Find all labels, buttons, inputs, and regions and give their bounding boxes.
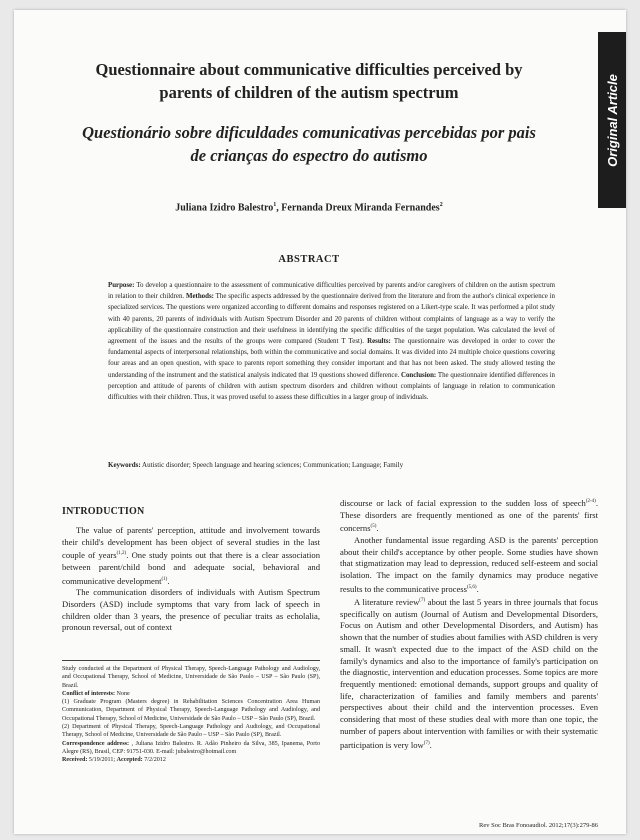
conflict-label: Conflict of interests: (62, 690, 116, 697)
keywords-label: Keywords: (108, 461, 141, 469)
keywords-text: Autistic disorder; Speech language and hearing sciences; Communication; Language; Family (140, 461, 404, 469)
paragraph-text: . (476, 583, 479, 594)
paragraph (340, 595, 598, 751)
abstract-text (108, 280, 555, 403)
author-1: Juliana Izidro Balestro (175, 202, 274, 214)
paragraph (340, 496, 598, 535)
paragraph (62, 525, 320, 587)
paragraph (62, 587, 320, 634)
title-portuguese: Questionário sobre dificuldades comunicativas percebidas por pais de crianças do espectro do autismo (82, 123, 536, 165)
correspondence-label: Correspondence address: (62, 740, 129, 747)
abstract-heading: ABSTRACT (278, 254, 340, 265)
conclusion-label: Conclusion: (401, 371, 437, 379)
correspondence-text: , Juliana Izidro Balestro. R. Adão Pinheiro da Silva, 385, Ipanema, Porto Alegre (RS), Brasil, CEP: 91751-030. E-mail: jubalestro@hotmail.com (62, 740, 320, 755)
citation: (5,6) (466, 584, 477, 590)
results-label: Results: (367, 338, 391, 346)
purpose-label: Purpose: (108, 282, 135, 289)
author-separator: , (276, 202, 282, 214)
citation: (7) (423, 740, 430, 746)
right-column (340, 496, 598, 751)
article-type-label: Original Article (604, 73, 620, 167)
introduction-heading: INTRODUCTION (62, 506, 145, 517)
paragraph-text: discourse or lack of facial expression to the sudden loss of speech (340, 497, 586, 508)
journal-citation-footer: Rev Soc Bras Fonoaudiol. 2012;17(3):279-86 (479, 822, 598, 829)
affiliation-note-2: (2) Department of Physical Therapy, Speech-Language Pathology and Audiology, and Occupational Therapy, School of Medicine, Universidade de São Paulo – USP – São Paulo (SP), Brazil. (62, 724, 320, 739)
purpose-text: To develop a questionnaire to the assessment of communicative difficulties perceived by parents and/or caregivers of children on the autism spectrum in relation to their children. (108, 282, 555, 301)
results-text: The questionnaire was developed in order to cover the fundamental aspects of interpersonal relationships, both within the communicative and social domains. It was divided into 24 multiple choice questions covering four areas and an open question, with space to parents report something they consider important and that has not been asked. The study allowed testing the understanding of the instrument and the statistical analysis indicated that 19 questions showed difference. (108, 338, 555, 379)
paragraph (340, 535, 598, 595)
paragraph-text: The value of parents' perception, attitude and involvement towards their child's development has been object of several studies in the last couple of years (62, 525, 320, 561)
keywords (108, 460, 555, 471)
correspondence-note (62, 740, 320, 757)
author-1-affiliation: 1 (273, 202, 277, 208)
methods-label: Methods: (185, 293, 214, 301)
accepted-label: Accepted: (116, 757, 143, 764)
citation: (1,2) (116, 551, 127, 557)
received-label: Received: (62, 757, 88, 764)
author-2: Fernanda Dreux Miranda Fernandes (281, 202, 440, 214)
paragraph-text: A literature review (354, 597, 420, 608)
paragraph-text: The communication disorders of individuals with Autism Spectrum Disorders (ASD) include symptoms that vary from lack of speech in children older than 3 years, the presence of peculiar traits as echolalia, pronoun reversal, out of context (62, 587, 320, 633)
conflict-note (62, 690, 320, 698)
paragraph-text: . (376, 523, 379, 534)
paragraph-text: . (167, 575, 170, 586)
article-type-tab (598, 32, 626, 208)
paragraph-text: . One study points out that there is a clear association between parent/child bond and adequate social, behavioral and communicative development (62, 550, 320, 586)
authors-line (74, 202, 544, 213)
methods-text: The specific aspects addressed by the questionnaire derived from the literature and from the author's clinical experience in specialized services. The questions were organized according to different domains and responses registered on a Likert-type scale. It was performed a pilot study with 40 parents, 20 parents of individuals with Autism Spectrum Disorder and 20 parents of children without complaints of language as a way to verify the applicability of the questionnaire construction and their usefulness in identifying the specific difficulties of the target population. Was calculated the level of agreement of the issues and the results of the groups were compared (Student T Test). (108, 293, 555, 346)
paragraph-text: . (429, 739, 432, 750)
citation: (2-4) (585, 499, 596, 504)
paragraph-text: Another fundamental issue regarding ASD is the parents' perception about their child's acceptance by other people. Some studies have shown that stigmatization may lead to depression, reduced self-esteem and social isolation. The impact on the family dynamics may produce negative results to the communicative process (340, 534, 598, 594)
conflict-text: None (115, 690, 130, 697)
accepted-date: 7/2/2012 (142, 757, 166, 764)
footnotes (62, 660, 320, 765)
affiliation-note-1: (1) Graduate Program (Masters degree) in Rehabilitation Sciences Concentration Area Human Communication, Department of Physical Therapy, Speech-Language Pathology and Audiology, and Occupational Therapy, School of Medicine, Universidade de São Paulo – USP – São Paulo (SP), Brazil. (62, 699, 320, 722)
citation: (7) (419, 598, 426, 604)
left-column (62, 506, 320, 634)
article-page (14, 10, 626, 834)
citation: (5) (370, 524, 377, 530)
citation: (1) (161, 576, 168, 582)
conclusion-text: The questionnaire identified differences in perception and attitude of parents of children with autism spectrum disorders and children without complaints of language in relation to communication difficulties with their children. Thus, it was proved useful to assess these difficulties in a larger group of individuals. (108, 371, 555, 402)
received-date: 5/19/2011; (87, 757, 117, 764)
dates-note (62, 756, 320, 764)
paragraph-text: . These disorders are frequently mentioned as one of the parents' first concerns (340, 497, 598, 534)
study-note: Study conducted at the Department of Physical Therapy, Speech-Language Pathology and Audiology, and Occupational Therapy, School of Medicine, Universidade de São Paulo – USP – São Paulo (SP), Brazil. (62, 666, 320, 689)
title-english: Questionnaire about communicative difficulties perceived by parents of children of the autism spectrum (95, 60, 523, 102)
paragraph-text: about the last 5 years in three journals that focus specifically on autism (Journal of Autism and Developmental Disorders, Focus on Autism and other Developmental Disorders, and Autism) has shown that the number of studies about families with ASD children is very small. It wasn't expected due to the impact of the ASD child on the family's dynamics and also to the importance of family's participation on the diagnostic, intervention and education processes. Some topics are more frequently mentioned: emotional demands, support groups and quality of life, characterization of families and family members and parents' perspectives about their child and the intervention processes. Even considering that most of these studies deal with more than one topic, the number of papers about intervention with families or with their systematic participation is very low (340, 597, 598, 750)
author-2-affiliation: 2 (439, 202, 443, 208)
